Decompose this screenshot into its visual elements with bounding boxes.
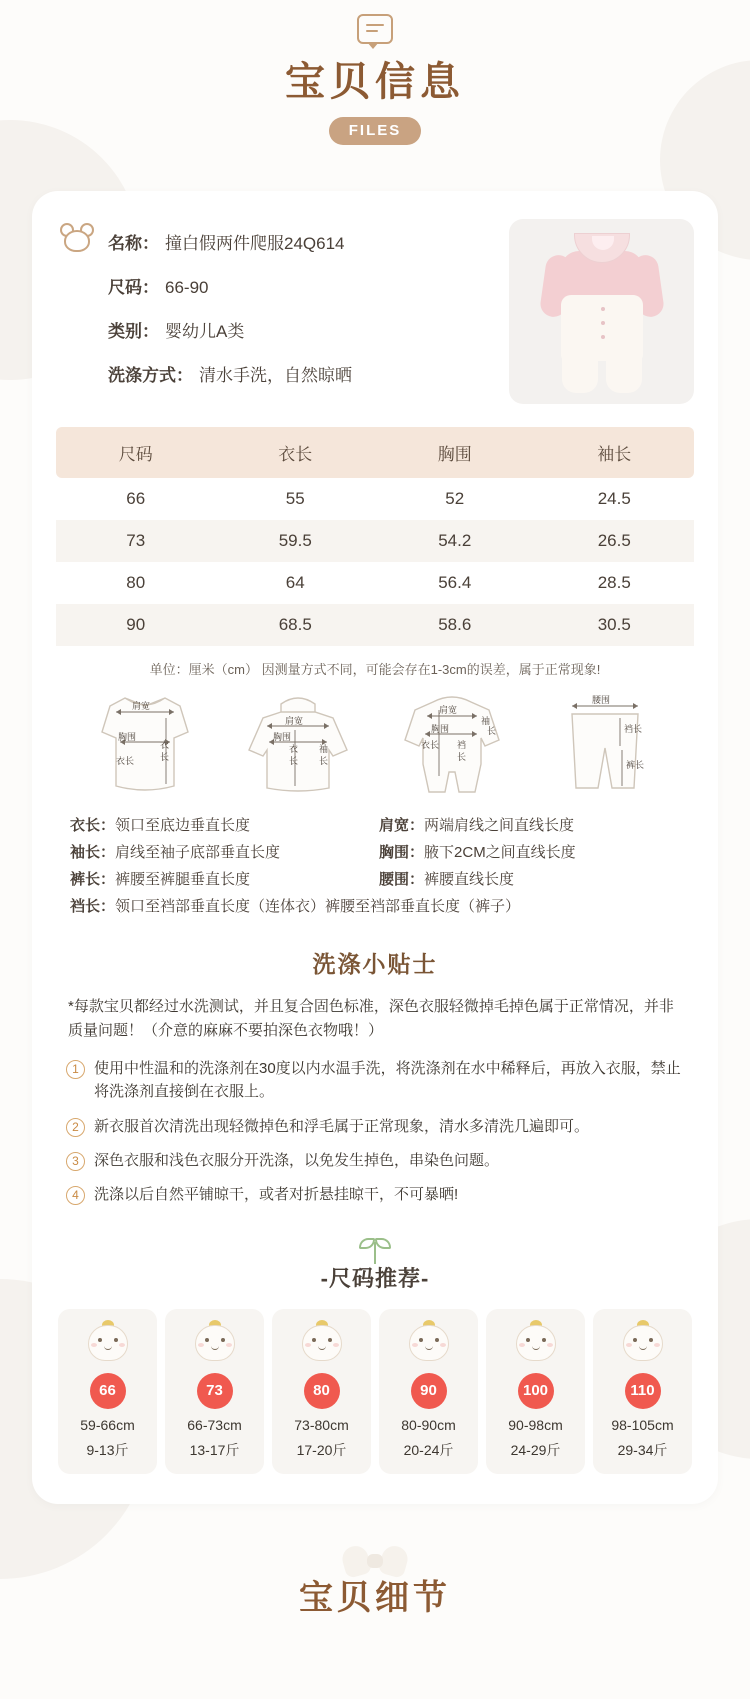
wash-note: *每款宝贝都经过水洗测试，并且复合固色标准，深色衣服轻微掉毛掉色属于正常情况，并非质量问题！（介意的麻麻不要拍深色衣物哦！）	[68, 998, 674, 1039]
measure-key: 衣长：	[70, 817, 116, 834]
measure-key: 腰围：	[379, 871, 425, 888]
height-range: 66-73cm	[187, 1417, 242, 1434]
size-badge: 90	[411, 1373, 447, 1409]
measure-text: 裤腰直线长度	[424, 871, 515, 888]
measure-item	[70, 841, 371, 862]
product-info-row	[56, 219, 694, 405]
baby-face-icon	[297, 1321, 347, 1365]
measure-text: 腋下2CM之间直线长度	[424, 844, 576, 861]
svg-text:长: 长	[160, 752, 170, 762]
cell-sleeve: 26.5	[597, 531, 631, 550]
size-badge: 80	[304, 1373, 340, 1409]
step-number-icon: 1	[66, 1060, 85, 1079]
size-card-110[interactable]	[593, 1309, 692, 1474]
svg-text:长: 长	[319, 756, 329, 766]
step-number-icon: 2	[66, 1118, 85, 1137]
svg-text:胸围: 胸围	[118, 732, 137, 742]
weight-range: 24-29斤	[510, 1442, 561, 1459]
svg-text:袖: 袖	[319, 744, 329, 754]
measure-definitions	[56, 804, 694, 916]
wash-tips-header	[56, 946, 694, 979]
pants-diagram	[530, 690, 680, 800]
field-value: 清水手洗，自然晾晒	[199, 366, 352, 385]
size-card-73[interactable]	[165, 1309, 264, 1474]
cell-length: 64	[285, 573, 305, 592]
svg-text:衣: 衣	[160, 740, 170, 750]
height-range: 80-90cm	[401, 1417, 456, 1434]
svg-text:衣: 衣	[289, 744, 299, 754]
weight-range: 17-20斤	[296, 1442, 347, 1459]
field-label: 类别	[108, 322, 142, 341]
step-text: 新衣服首次清洗出现轻微掉色和浮毛属于正常现象，清水多清洗几遍即可。	[94, 1117, 590, 1135]
list-item	[56, 1149, 694, 1172]
baby-face-icon	[83, 1321, 133, 1365]
romper-diagram	[377, 690, 527, 800]
size-recommend-title: -尺码推荐-	[320, 1266, 430, 1292]
field-label: 尺码	[108, 278, 142, 297]
info-card	[32, 191, 718, 1504]
table-header-row	[56, 427, 694, 478]
wash-tips-title: 洗涤小贴士	[285, 946, 466, 979]
cell-sleeve: 24.5	[597, 489, 631, 508]
size-table	[56, 427, 694, 646]
cell-length: 68.5	[278, 615, 312, 634]
product-image[interactable]	[509, 219, 694, 404]
bear-icon	[60, 223, 94, 253]
svg-text:衣长: 衣长	[116, 756, 135, 766]
baby-face-icon	[190, 1321, 240, 1365]
cell-size: 73	[126, 531, 146, 550]
cell-size: 90	[126, 615, 146, 634]
measure-item	[70, 868, 371, 889]
svg-text:胸围: 胸围	[273, 732, 292, 742]
page-header	[0, 0, 750, 145]
field-label: 名称	[108, 234, 142, 253]
hoodie-diagram	[223, 690, 373, 800]
weight-range: 13-17斤	[189, 1442, 240, 1459]
cell-bust: 58.6	[438, 615, 472, 634]
baby-face-icon	[511, 1321, 561, 1365]
measure-key: 裤长：	[70, 871, 116, 888]
chat-bubble-icon	[357, 14, 393, 44]
cell-bust: 56.4	[438, 573, 472, 592]
field-label: 洗涤方式	[108, 366, 176, 385]
svg-text:裆长: 裆长	[623, 724, 642, 734]
svg-text:肩宽: 肩宽	[132, 701, 151, 711]
measure-diagrams	[56, 682, 694, 804]
cell-size: 80	[126, 573, 146, 592]
height-range: 90-98cm	[508, 1417, 563, 1434]
step-text: 深色衣服和浅色衣服分开洗涤，以免发生掉色，串染色问题。	[94, 1151, 500, 1169]
footer-title: 宝贝细节	[299, 1578, 451, 1619]
size-badge: 66	[90, 1373, 126, 1409]
size-card-66[interactable]	[58, 1309, 157, 1474]
sprout-icon	[357, 1236, 393, 1266]
svg-text:胸围: 胸围	[430, 724, 449, 734]
size-card-90[interactable]	[379, 1309, 478, 1474]
cell-bust: 52	[445, 489, 465, 508]
table-row	[56, 562, 694, 604]
size-card-100[interactable]	[486, 1309, 585, 1474]
svg-text:长: 长	[456, 752, 466, 762]
measure-text: 领口至裆部垂直长度（连体衣）裤腰至裆部垂直长度（裤子）	[115, 898, 521, 915]
list-item	[56, 1057, 694, 1104]
list-item	[56, 1183, 694, 1206]
cell-size: 66	[126, 489, 146, 508]
cell-length: 55	[285, 489, 305, 508]
cell-sleeve: 28.5	[597, 573, 631, 592]
weight-range: 29-34斤	[617, 1442, 668, 1459]
svg-text:裆: 裆	[456, 740, 466, 750]
table-row	[56, 604, 694, 646]
column-header: 袖长	[535, 427, 695, 478]
step-text: 洗涤以后自然平铺晾干，或者对折悬挂晾干，不可暴晒!	[94, 1186, 459, 1203]
svg-text:肩宽: 肩宽	[438, 705, 457, 715]
field-wash-method: 洗涤方式 ： 清水手洗，自然晾晒	[108, 361, 491, 386]
height-range: 98-105cm	[611, 1417, 674, 1434]
size-recommend-cards	[56, 1309, 694, 1474]
cell-bust: 54.2	[438, 531, 472, 550]
svg-text:长: 长	[486, 726, 496, 736]
field-value: 撞白假两件爬服24Q614	[165, 234, 345, 253]
product-fields	[56, 219, 491, 405]
field-value: 婴幼儿A类	[165, 322, 245, 341]
measure-item	[70, 814, 371, 835]
measure-key: 袖长：	[70, 844, 116, 861]
measure-text: 两端肩线之间直线长度	[424, 817, 575, 834]
weight-range: 20-24斤	[403, 1442, 454, 1459]
svg-text:裤长: 裤长	[625, 760, 644, 770]
files-badge: FILES	[329, 117, 422, 145]
measure-text: 领口至底边垂直长度	[115, 817, 251, 834]
measure-item	[70, 895, 680, 916]
page-footer	[0, 1544, 750, 1645]
height-range: 73-80cm	[294, 1417, 349, 1434]
svg-text:腰围: 腰围	[591, 695, 610, 705]
measure-key: 胸围：	[379, 844, 425, 861]
bow-icon	[343, 1544, 407, 1580]
measure-key: 肩宽：	[379, 817, 425, 834]
wash-steps-list	[56, 1057, 694, 1206]
column-header: 尺码	[56, 427, 216, 478]
measure-item	[379, 868, 680, 889]
measure-text: 裤腰至裤腿垂直长度	[115, 871, 251, 888]
cell-sleeve: 30.5	[597, 615, 631, 634]
dress-diagram	[70, 690, 220, 800]
list-item	[56, 1115, 694, 1138]
svg-text:袖: 袖	[480, 716, 490, 726]
svg-text:肩宽: 肩宽	[285, 716, 304, 726]
step-number-icon: 3	[66, 1152, 85, 1171]
field-value: 66-90	[165, 278, 209, 297]
measure-item	[379, 841, 680, 862]
measure-key: 裆长：	[70, 898, 116, 915]
baby-face-icon	[404, 1321, 454, 1365]
table-row	[56, 520, 694, 562]
page-title: 宝贝信息	[285, 59, 465, 105]
weight-range: 9-13斤	[86, 1442, 129, 1459]
size-card-80[interactable]	[272, 1309, 371, 1474]
field-category: 类别 ： 婴幼儿A类	[108, 317, 491, 342]
size-badge: 73	[197, 1373, 233, 1409]
step-number-icon: 4	[66, 1186, 85, 1205]
height-range: 59-66cm	[80, 1417, 135, 1434]
unit-note: 单位：厘米（cm） 因测量方式不同，可能会存在1-3cm的误差，属于正常现象!	[149, 662, 601, 677]
table-row	[56, 478, 694, 520]
step-text: 使用中性温和的洗涤剂在30度以内水温手洗，将洗涤剂在水中稀释后，再放入衣服，禁止将洗涤剂直接倒在衣服上。	[94, 1060, 681, 1101]
column-header: 衣长	[216, 427, 376, 478]
svg-text:衣长: 衣长	[420, 740, 439, 750]
measure-text: 肩线至袖子底部垂直长度	[115, 844, 281, 861]
field-name: 名称 ： 撞白假两件爬服24Q614	[108, 229, 491, 254]
field-size: 尺码 ： 66-90	[108, 273, 491, 298]
size-badge: 110	[625, 1373, 661, 1409]
column-header: 胸围	[375, 427, 535, 478]
cell-length: 59.5	[278, 531, 312, 550]
garment-illustration	[541, 233, 663, 393]
svg-text:长: 长	[289, 756, 299, 766]
size-recommend-header	[56, 1236, 694, 1293]
size-badge: 100	[518, 1373, 554, 1409]
baby-face-icon	[618, 1321, 668, 1365]
measure-item	[379, 814, 680, 835]
